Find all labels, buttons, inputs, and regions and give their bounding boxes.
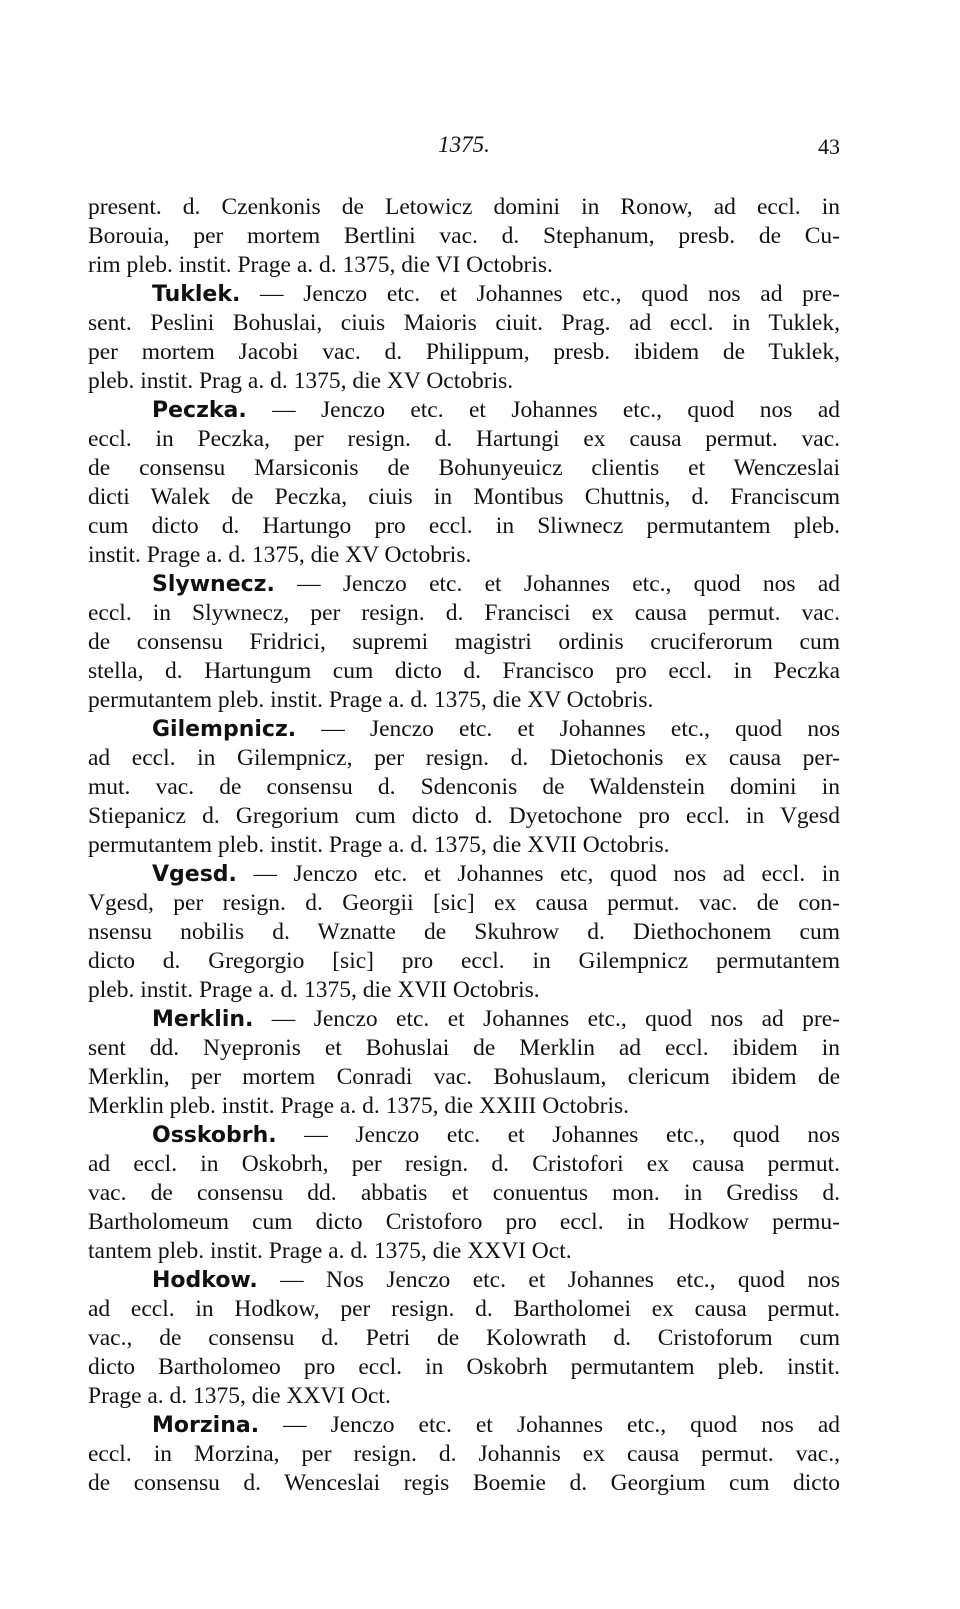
text-line <box>88 686 840 715</box>
entry-first-line <box>88 280 840 309</box>
line-text: — Jenczo etc. et Johannes etc., quod nos ad pre- <box>253 1006 840 1032</box>
line-text: mut. vac. de consensu d. Sdenconis de Waldenstein domini in <box>88 774 840 800</box>
line-text: per mortem Jacobi vac. d. Philippum, presb. ibidem de Tuklek, <box>88 339 840 365</box>
text-line <box>88 1237 840 1266</box>
entry-heading: Peczka. <box>152 398 247 423</box>
entry-first-line <box>88 1005 840 1034</box>
text-line <box>88 512 840 541</box>
text-line <box>88 599 840 628</box>
text-line <box>88 1208 840 1237</box>
text-line <box>88 1324 840 1353</box>
text-line <box>88 657 840 686</box>
page-header <box>88 132 840 164</box>
body-text <box>88 193 840 1498</box>
text-line <box>88 918 840 947</box>
text-line <box>88 1179 840 1208</box>
text-line <box>88 976 840 1005</box>
line-text: eccl. in Morzina, per resign. d. Johannis ex causa permut. vac., <box>88 1441 840 1467</box>
line-text: eccl. in Slywnecz, per resign. d. Francisci ex causa permut. vac. <box>88 600 840 626</box>
text-line <box>88 1440 840 1469</box>
line-text: Merklin pleb. instit. Prage a. d. 1375, die XXIII Octobris. <box>88 1093 630 1119</box>
entry-heading: Slywnecz. <box>152 572 275 597</box>
text-line <box>88 628 840 657</box>
line-text: ad eccl. in Oskobrh, per resign. d. Cristofori ex causa permut. <box>88 1151 840 1177</box>
text-line <box>88 425 840 454</box>
text-line <box>88 309 840 338</box>
text-line <box>88 1382 840 1411</box>
line-text: sent. Peslini Bohuslai, ciuis Maioris ciuit. Prag. ad eccl. in Tuklek, <box>88 310 840 336</box>
text-line <box>88 831 840 860</box>
line-text: eccl. in Peczka, per resign. d. Hartungi ex causa permut. vac. <box>88 426 840 452</box>
text-line <box>88 338 840 367</box>
line-text: Stiepanicz d. Gregorium cum dicto d. Dyetochone pro eccl. in Vgesd <box>88 803 840 829</box>
line-text: sent dd. Nyepronis et Bohuslai de Merklin ad eccl. ibidem in <box>88 1035 840 1061</box>
entry-first-line <box>88 1266 840 1295</box>
line-text: — Jenczo etc. et Johannes etc., quod nos ad <box>259 1412 840 1438</box>
line-text: vac., de consensu d. Petri de Kolowrath d. Cristoforum cum <box>88 1325 840 1351</box>
line-text: — Jenczo etc. et Johannes etc, quod nos ad eccl. in <box>236 861 840 887</box>
line-text: stella, d. Hartungum cum dicto d. Francisco pro eccl. in Peczka <box>88 658 840 684</box>
line-text: vac. de consensu dd. abbatis et conuentus mon. in Grediss d. <box>88 1180 840 1206</box>
entry-first-line <box>88 570 840 599</box>
entry-heading: Vgesd. <box>152 862 237 887</box>
entry-first-line <box>88 396 840 425</box>
line-text: — Jenczo etc. et Johannes etc., quod nos ad <box>274 571 840 597</box>
line-text: dicto d. Gregorgio [sic] pro eccl. in Gilempnicz permutantem <box>88 948 840 974</box>
text-line <box>88 889 840 918</box>
line-text: permutantem pleb. instit. Prage a. d. 1375, die XV Octobris. <box>88 687 654 713</box>
text-line <box>88 251 840 280</box>
line-text: dicto Bartholomeo pro eccl. in Oskobrh permutantem pleb. instit. <box>88 1354 840 1380</box>
line-text: Vgesd, per resign. d. Georgii [sic] ex causa permut. vac. de con- <box>88 890 840 916</box>
entry-heading: Gilempnicz. <box>152 717 297 742</box>
entry-heading: Morzina. <box>152 1413 260 1438</box>
line-text: ad eccl. in Gilempnicz, per resign. d. Dietochonis ex causa per- <box>88 745 840 771</box>
entry-heading: Hodkow. <box>152 1268 258 1293</box>
line-text: de consensu Fridrici, supremi magistri ordinis cruciferorum cum <box>88 629 840 655</box>
line-text: cum dicto d. Hartungo pro eccl. in Sliwnecz permutantem pleb. <box>88 513 840 539</box>
entry-first-line <box>88 860 840 889</box>
entry-heading: Tuklek. <box>152 282 241 307</box>
text-line <box>88 1469 840 1498</box>
line-text: Borouia, per mortem Bertlini vac. d. Stephanum, presb. de Cu- <box>88 223 840 249</box>
text-line <box>88 1295 840 1324</box>
text-line <box>88 193 840 222</box>
line-text: de consensu Marsiconis de Bohunyeuicz clientis et Wenczeslai <box>88 455 840 481</box>
line-text: ad eccl. in Hodkow, per resign. d. Bartholomei ex causa permut. <box>88 1296 840 1322</box>
text-line <box>88 1150 840 1179</box>
line-text: — Jenczo etc. et Johannes etc., quod nos ad <box>246 397 840 423</box>
text-line <box>88 367 840 396</box>
line-text: nsensu nobilis d. Wznatte de Skuhrow d. Diethochonem cum <box>88 919 840 945</box>
line-text: — Jenczo etc. et Johannes etc., quod nos ad pre- <box>240 281 840 307</box>
line-text: pleb. instit. Prage a. d. 1375, die XVII Octobris. <box>88 977 540 1003</box>
line-text: present. d. Czenkonis de Letowicz domini in Ronow, ad eccl. in <box>88 194 840 220</box>
text-line <box>88 802 840 831</box>
text-line <box>88 744 840 773</box>
line-text: Prage a. d. 1375, die XXVI Oct. <box>88 1383 391 1409</box>
entry-first-line <box>88 1121 840 1150</box>
text-line <box>88 773 840 802</box>
line-text: — Nos Jenczo etc. et Johannes etc., quod nos <box>257 1267 840 1293</box>
line-text: — Jenczo etc. et Johannes etc., quod nos <box>296 716 840 742</box>
line-text: pleb. instit. Prag a. d. 1375, die XV Octobris. <box>88 368 514 394</box>
line-text: permutantem pleb. instit. Prage a. d. 1375, die XVII Octobris. <box>88 832 670 858</box>
entry-heading: Merklin. <box>152 1007 254 1032</box>
text-line <box>88 541 840 570</box>
entry-first-line <box>88 715 840 744</box>
line-text: tantem pleb. instit. Prage a. d. 1375, die XXVI Oct. <box>88 1238 572 1264</box>
running-title: 1375. <box>438 132 490 157</box>
text-line <box>88 1092 840 1121</box>
text-line <box>88 947 840 976</box>
line-text: instit. Prage a. d. 1375, die XV Octobris. <box>88 542 472 568</box>
line-text: — Jenczo etc. et Johannes etc., quod nos <box>276 1122 840 1148</box>
text-line <box>88 1353 840 1382</box>
entry-first-line <box>88 1411 840 1440</box>
text-line <box>88 222 840 251</box>
line-text: rim pleb. instit. Prage a. d. 1375, die VI Octobris. <box>88 252 553 278</box>
text-line <box>88 1034 840 1063</box>
text-line <box>88 483 840 512</box>
line-text: Merklin, per mortem Conradi vac. Bohuslaum, clericum ibidem de <box>88 1064 840 1090</box>
line-text: dicti Walek de Peczka, ciuis in Montibus Chuttnis, d. Franciscum <box>88 484 840 510</box>
text-line <box>88 454 840 483</box>
entry-heading: Osskobrh. <box>152 1123 277 1148</box>
line-text: Bartholomeum cum dicto Cristoforo pro eccl. in Hodkow permu- <box>88 1209 840 1235</box>
page-number: 43 <box>818 134 840 159</box>
text-line <box>88 1063 840 1092</box>
line-text: de consensu d. Wenceslai regis Boemie d. Georgium cum dicto <box>88 1470 840 1496</box>
